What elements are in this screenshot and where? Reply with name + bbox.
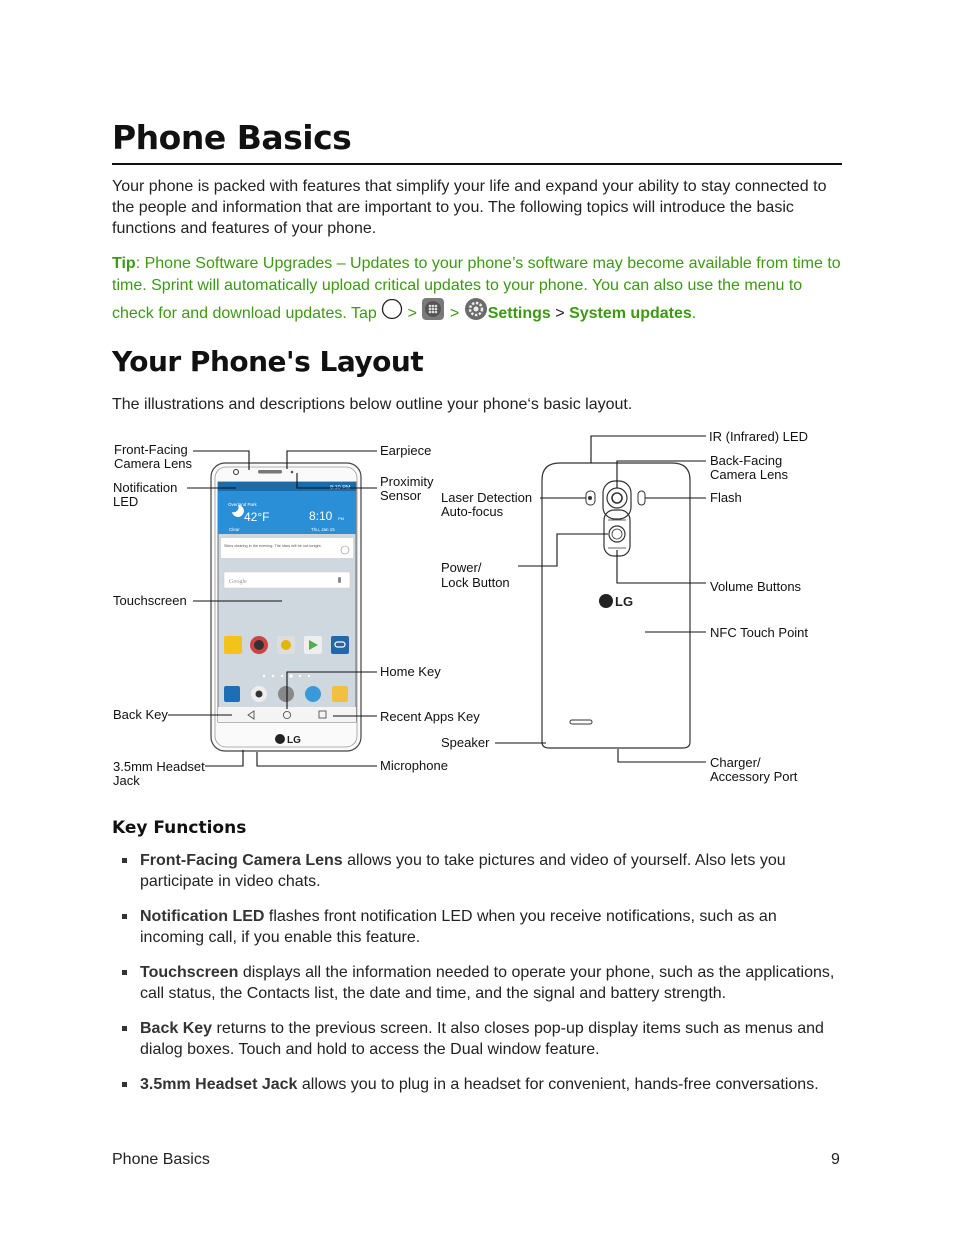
label-laser-2: Auto-focus [441,504,504,519]
footer-page-number: 9 [831,1151,840,1168]
list-item [140,906,845,948]
page-title: Phone Basics [112,118,352,157]
tip-system-updates: System updates [569,305,692,322]
bullet-desc: displays all the information needed to operate your phone, such as the applications, call status, the Contacts list, the date and time, and the signal and battery strength. [140,964,835,1002]
front-brand: LG [287,735,301,746]
bullet-square-icon [122,1082,127,1087]
apps-icon [421,297,445,321]
phone-app-icon [224,686,240,702]
bullet-square-icon [122,858,127,863]
bullet-desc: flashes front notification LED when you receive notifications, such as an incoming call, if you enable this feature. [140,908,777,946]
label-nfc: NFC Touch Point [710,625,809,640]
screen-date: Thu, Jan 15 [311,527,335,532]
app-icon [331,636,349,654]
search-label: Google [229,579,247,585]
label-laser: Laser Detection [441,490,533,505]
label-flash: Flash [710,490,742,505]
tip-sep-2: > [445,305,464,322]
tip-sep-1: > [403,305,422,322]
tip-settings: Settings [487,305,551,322]
label-home-key: Home Key [380,664,441,679]
footer-section-name: Phone Basics [112,1151,210,1168]
label-front-camera: Front-Facing [114,442,188,457]
title-rule [112,163,842,165]
weather-note: Skies clearing in the evening. The stars will be out tonight. [224,544,322,548]
bullet-term: Back Key [140,1020,213,1037]
label-ir-led: IR (Infrared) LED [709,429,808,444]
weather-temp: 42°F [244,510,270,524]
bullet-term: Touchscreen [140,964,239,981]
label-back-camera-2: Camera Lens [710,467,789,482]
screen-clock: 8:10 [309,509,333,523]
label-headset: 3.5mm Headset [113,759,205,774]
bullet-square-icon [122,970,127,975]
label-headset-2: Jack [113,773,140,788]
tip-sep-3: > [550,305,570,322]
bullet-desc: allows you to take pictures and video of yourself. Also lets you participate in video chats. [140,852,786,890]
proximity-dot [291,471,294,474]
earpiece-slot [258,470,282,474]
bullet-term: Front-Facing Camera Lens [140,852,343,869]
label-touchscreen: Touchscreen [113,593,187,608]
front-phone [211,463,361,751]
weather-place: Overland Park [228,502,257,507]
screen-ampm: PM [338,516,344,521]
app-icon [224,636,242,654]
tip-text: : Phone Software Upgrades – Updates to your phone’s software may become available from time to time. Sprint will automatically upload critical updates to your phone. You can also use the menu to check for and download updates. Tap [112,255,841,322]
label-proximity: Proximity [380,474,434,489]
key-functions-heading: Key Functions [112,818,247,838]
back-brand: LG [615,594,634,609]
bullet-desc: allows you to plug in a headset for convenient, hands-free conversations. [297,1076,819,1093]
label-recent-apps: Recent Apps Key [380,709,480,724]
bullet-square-icon [122,914,127,919]
label-volume: Volume Buttons [710,579,802,594]
label-power: Power/ [441,560,482,575]
label-back-key: Back Key [113,707,168,722]
label-power-2: Lock Button [441,575,510,590]
layout-intro: The illustrations and descriptions below outline your phone‘s basic layout. [112,396,633,413]
label-speaker: Speaker [441,735,490,750]
label-microphone: Microphone [380,758,448,773]
list-item [140,1018,845,1060]
messaging-icon [332,686,348,702]
bullet-term: Notification LED [140,908,265,925]
back-phone [542,463,690,748]
tip-end: . [691,305,697,322]
tip-paragraph [112,253,844,325]
status-time: 8:10 PM [330,485,351,491]
label-charger: Charger/ [710,755,761,770]
settings-gear-icon [464,297,488,321]
label-charger-2: Accessory Port [710,769,798,784]
list-item [140,1074,845,1095]
bullet-term: 3.5mm Headset Jack [140,1076,298,1093]
back-lg-logo-icon [599,594,613,608]
browser-icon [305,686,321,702]
tip-label: Tip [112,255,136,272]
home-circle-icon [381,299,403,321]
bullet-square-icon [122,1026,127,1031]
lg-logo-icon [275,734,285,744]
label-earpiece: Earpiece [380,443,432,458]
label-notification: Notification [113,480,178,495]
list-item [140,850,845,892]
label-proximity-2: Sensor [380,488,422,503]
label-front-camera-2: Camera Lens [114,456,193,471]
phone-layout-diagram [0,420,954,800]
weather-condition: Clear [229,527,240,532]
label-back-camera: Back-Facing [710,453,783,468]
layout-heading: Your Phone's Layout [112,345,424,378]
bullet-desc: returns to the previous screen. It also closes pop-up display items such as menus and dialog boxes. Touch and hold to access the Dual window feature. [140,1020,824,1058]
list-item [140,962,845,1004]
intro-paragraph: Your phone is packed with features that simplify your life and expand your ability to stay connected to the people and information that are important to you. The following topics will introduce the basic functions and features of your phone. [112,178,827,237]
label-notification-2: LED [113,494,139,509]
